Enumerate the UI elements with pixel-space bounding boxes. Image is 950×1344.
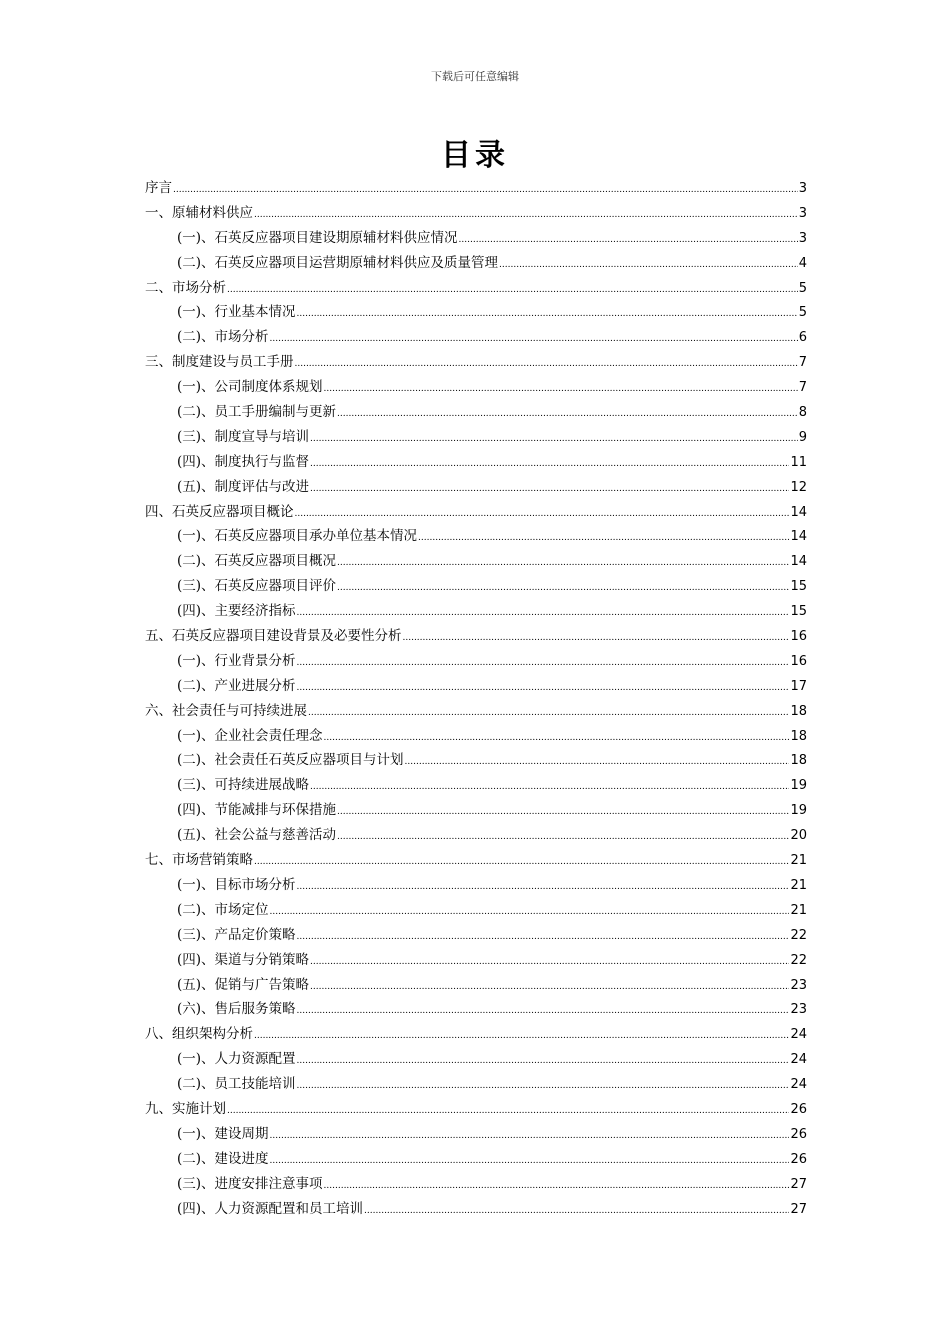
toc-leader-dots [324, 1181, 790, 1191]
page-title: 目录 [441, 138, 509, 173]
toc-page-number: 12 [790, 479, 807, 495]
toc-entry-title: (五)、制度评估与改进 [177, 478, 310, 495]
toc-page-number: 23 [790, 977, 807, 993]
toc-subentry[interactable] [145, 724, 807, 749]
toc-subentry[interactable] [145, 798, 807, 823]
toc-page-number: 14 [790, 554, 807, 570]
toc-page-number: 21 [790, 902, 807, 918]
toc-page-number: 24 [790, 1077, 807, 1093]
toc-page-number: 14 [790, 529, 807, 545]
toc-entry-title: (一)、行业背景分析 [177, 652, 296, 669]
toc-subentry[interactable] [145, 450, 807, 475]
toc-page-number: 17 [790, 678, 807, 694]
toc-entry-title: 七、市场营销策略 [145, 852, 253, 869]
toc-page-number: 27 [790, 1176, 807, 1192]
toc-entry-title: (三)、产品定价策略 [177, 926, 296, 943]
toc-entry-title: (三)、进度安排注意事项 [177, 1175, 323, 1192]
toc-entry-title: (二)、产业进展分析 [177, 677, 296, 694]
toc-entry-title: (三)、可持续进展战略 [177, 777, 310, 794]
toc-subentry[interactable] [145, 1122, 807, 1147]
toc-page-number: 14 [790, 504, 807, 520]
toc-leader-dots [270, 334, 798, 344]
toc-leader-dots [297, 1006, 790, 1016]
toc-subentry[interactable] [145, 375, 807, 400]
toc-subentry[interactable] [145, 773, 807, 798]
toc-entry-title: (一)、目标市场分析 [177, 876, 296, 893]
toc-page-number: 16 [790, 653, 807, 669]
toc-leader-dots [324, 384, 798, 394]
toc-page-number: 24 [790, 1052, 807, 1068]
toc-subentry[interactable] [145, 574, 807, 599]
toc-entry[interactable] [145, 276, 807, 301]
toc-entry-title: (四)、主要经济指标 [177, 603, 296, 620]
toc-entry-title: (二)、员工技能培训 [177, 1076, 296, 1093]
header-note: 下载后可任意编辑 [431, 70, 519, 83]
toc-entry-title: (二)、建设进度 [177, 1150, 269, 1167]
toc-subentry[interactable] [145, 948, 807, 973]
toc-page-number: 19 [790, 778, 807, 794]
toc-page-number: 26 [790, 1151, 807, 1167]
toc-subentry[interactable] [145, 400, 807, 425]
toc-subentry[interactable] [145, 898, 807, 923]
toc-page-number: 6 [798, 330, 807, 346]
toc-page-number: 3 [798, 230, 807, 246]
toc-page-number: 16 [790, 629, 807, 645]
toc-page-number: 20 [790, 828, 807, 844]
toc-entry[interactable] [145, 201, 807, 226]
toc-entry-title: (一)、行业基本情况 [177, 304, 296, 321]
toc-entry-title: (四)、人力资源配置和员工培训 [177, 1200, 364, 1217]
toc-entry-title: (二)、石英反应器项目运营期原辅材料供应及质量管理 [177, 254, 499, 271]
toc-page-number: 27 [790, 1201, 807, 1217]
toc-subentry[interactable] [145, 1047, 807, 1072]
toc-subentry[interactable] [145, 599, 807, 624]
toc-entry[interactable] [145, 624, 807, 649]
toc-leader-dots [324, 733, 790, 743]
toc-subentry[interactable] [145, 1072, 807, 1097]
toc-entry[interactable] [145, 848, 807, 873]
toc-subentry[interactable] [145, 823, 807, 848]
toc-entry-title: 九、实施计划 [145, 1100, 226, 1117]
toc-subentry[interactable] [145, 1147, 807, 1172]
toc-leader-dots [405, 757, 790, 767]
toc-entry-title: 五、石英反应器项目建设背景及必要性分析 [145, 628, 402, 645]
toc-entry[interactable] [145, 176, 807, 201]
toc-leader-dots [173, 185, 798, 195]
toc-page-number: 3 [798, 181, 807, 196]
toc-subentry[interactable] [145, 325, 807, 350]
toc-subentry[interactable] [145, 973, 807, 998]
toc-leader-dots [308, 708, 789, 718]
toc-entry[interactable] [145, 500, 807, 525]
toc-subentry[interactable] [145, 674, 807, 699]
toc-entry-title: (三)、制度宣导与培训 [177, 428, 310, 445]
toc-entry-title: (四)、渠道与分销策略 [177, 951, 310, 968]
toc-leader-dots [295, 359, 798, 369]
toc-subentry[interactable] [145, 873, 807, 898]
toc-page-number: 22 [790, 952, 807, 968]
toc-entry-title: 八、组织架构分析 [145, 1026, 253, 1043]
toc-entry-title: (一)、石英反应器项目建设期原辅材料供应情况 [177, 229, 458, 246]
table-of-contents [145, 176, 807, 1221]
toc-entry-title: (三)、石英反应器项目评价 [177, 578, 337, 595]
toc-entry-title: 二、市场分析 [145, 279, 226, 296]
toc-leader-dots [310, 459, 789, 469]
toc-leader-dots [337, 583, 789, 593]
toc-subentry[interactable] [145, 1197, 807, 1222]
toc-entry[interactable] [145, 350, 807, 375]
toc-leader-dots [310, 957, 789, 967]
toc-page-number: 23 [790, 1002, 807, 1018]
toc-entry-title: (一)、石英反应器项目承办单位基本情况 [177, 528, 418, 545]
toc-page-number: 18 [790, 753, 807, 769]
toc-entry-title: (五)、社会公益与慈善活动 [177, 827, 337, 844]
toc-subentry[interactable] [145, 226, 807, 251]
toc-leader-dots [295, 509, 790, 519]
toc-entry-title: (四)、制度执行与监督 [177, 453, 310, 470]
toc-leader-dots [297, 1081, 790, 1091]
toc-page-number: 3 [798, 205, 807, 221]
toc-subentry[interactable] [145, 524, 807, 549]
toc-subentry[interactable] [145, 997, 807, 1022]
toc-entry-title: 四、石英反应器项目概论 [145, 503, 294, 520]
toc-page-number: 22 [790, 927, 807, 943]
toc-leader-dots [270, 1131, 790, 1141]
toc-leader-dots [270, 907, 790, 917]
toc-subentry[interactable] [145, 1172, 807, 1197]
toc-leader-dots [337, 558, 789, 568]
toc-leader-dots [337, 832, 789, 842]
toc-page-number: 5 [798, 305, 807, 321]
toc-page-number: 15 [790, 604, 807, 620]
toc-entry-title: (四)、节能减排与环保措施 [177, 802, 337, 819]
toc-page-number: 21 [790, 877, 807, 893]
toc-page-number: 18 [790, 728, 807, 744]
toc-leader-dots [254, 210, 798, 220]
toc-subentry[interactable] [145, 549, 807, 574]
toc-leader-dots [254, 1031, 789, 1041]
toc-subentry[interactable] [145, 649, 807, 674]
toc-leader-dots [297, 658, 790, 668]
toc-leader-dots [227, 285, 798, 295]
toc-page-number: 7 [798, 380, 807, 396]
toc-leader-dots [364, 1206, 789, 1216]
toc-leader-dots [227, 1106, 789, 1116]
toc-subentry[interactable] [145, 923, 807, 948]
toc-entry-title: (二)、市场定位 [177, 901, 269, 918]
toc-entry-title: 序言 [145, 180, 172, 196]
toc-entry[interactable] [145, 1097, 807, 1122]
toc-leader-dots [459, 235, 798, 245]
toc-page-number: 19 [790, 803, 807, 819]
toc-entry-title: (一)、企业社会责任理念 [177, 727, 323, 744]
toc-page-number: 15 [790, 579, 807, 595]
toc-leader-dots [310, 782, 789, 792]
toc-page-number: 11 [790, 454, 807, 470]
toc-page-number: 5 [798, 280, 807, 296]
toc-entry-title: (一)、公司制度体系规划 [177, 379, 323, 396]
toc-leader-dots [337, 409, 798, 419]
toc-page-number: 7 [798, 355, 807, 371]
toc-leader-dots [297, 882, 790, 892]
toc-leader-dots [297, 1056, 790, 1066]
toc-leader-dots [297, 309, 798, 319]
toc-leader-dots [310, 484, 789, 494]
toc-leader-dots [254, 857, 789, 867]
toc-entry-title: (二)、石英反应器项目概况 [177, 553, 337, 570]
toc-leader-dots [499, 260, 798, 270]
toc-leader-dots [310, 434, 798, 444]
toc-entry-title: (二)、员工手册编制与更新 [177, 404, 337, 421]
toc-page-number: 21 [790, 853, 807, 869]
toc-entry-title: (一)、建设周期 [177, 1125, 269, 1142]
toc-page-number: 8 [798, 405, 807, 421]
toc-page-number: 24 [790, 1027, 807, 1043]
toc-entry-title: (二)、社会责任石英反应器项目与计划 [177, 752, 404, 769]
toc-entry-title: 三、制度建设与员工手册 [145, 354, 294, 371]
toc-leader-dots [297, 608, 790, 618]
toc-subentry[interactable] [145, 475, 807, 500]
toc-subentry[interactable] [145, 425, 807, 450]
toc-leader-dots [297, 932, 790, 942]
toc-page-number: 9 [798, 429, 807, 445]
toc-entry-title: 一、原辅材料供应 [145, 204, 253, 221]
toc-entry[interactable] [145, 1022, 807, 1047]
toc-leader-dots [337, 807, 789, 817]
toc-entry-title: (五)、促销与广告策略 [177, 976, 310, 993]
toc-page-number: 26 [790, 1126, 807, 1142]
toc-entry-title: 六、社会责任与可持续进展 [145, 702, 307, 719]
toc-subentry[interactable] [145, 748, 807, 773]
toc-leader-dots [297, 683, 790, 693]
toc-leader-dots [418, 533, 789, 543]
toc-leader-dots [270, 1156, 790, 1166]
toc-page-number: 26 [790, 1101, 807, 1117]
toc-entry-title: (六)、售后服务策略 [177, 1001, 296, 1018]
toc-leader-dots [403, 633, 790, 643]
toc-leader-dots [310, 982, 789, 992]
toc-entry[interactable] [145, 699, 807, 724]
toc-entry-title: (一)、人力资源配置 [177, 1051, 296, 1068]
toc-subentry[interactable] [145, 251, 807, 276]
toc-subentry[interactable] [145, 300, 807, 325]
toc-page-number: 4 [798, 255, 807, 271]
toc-entry-title: (二)、市场分析 [177, 329, 269, 346]
toc-page-number: 18 [790, 703, 807, 719]
